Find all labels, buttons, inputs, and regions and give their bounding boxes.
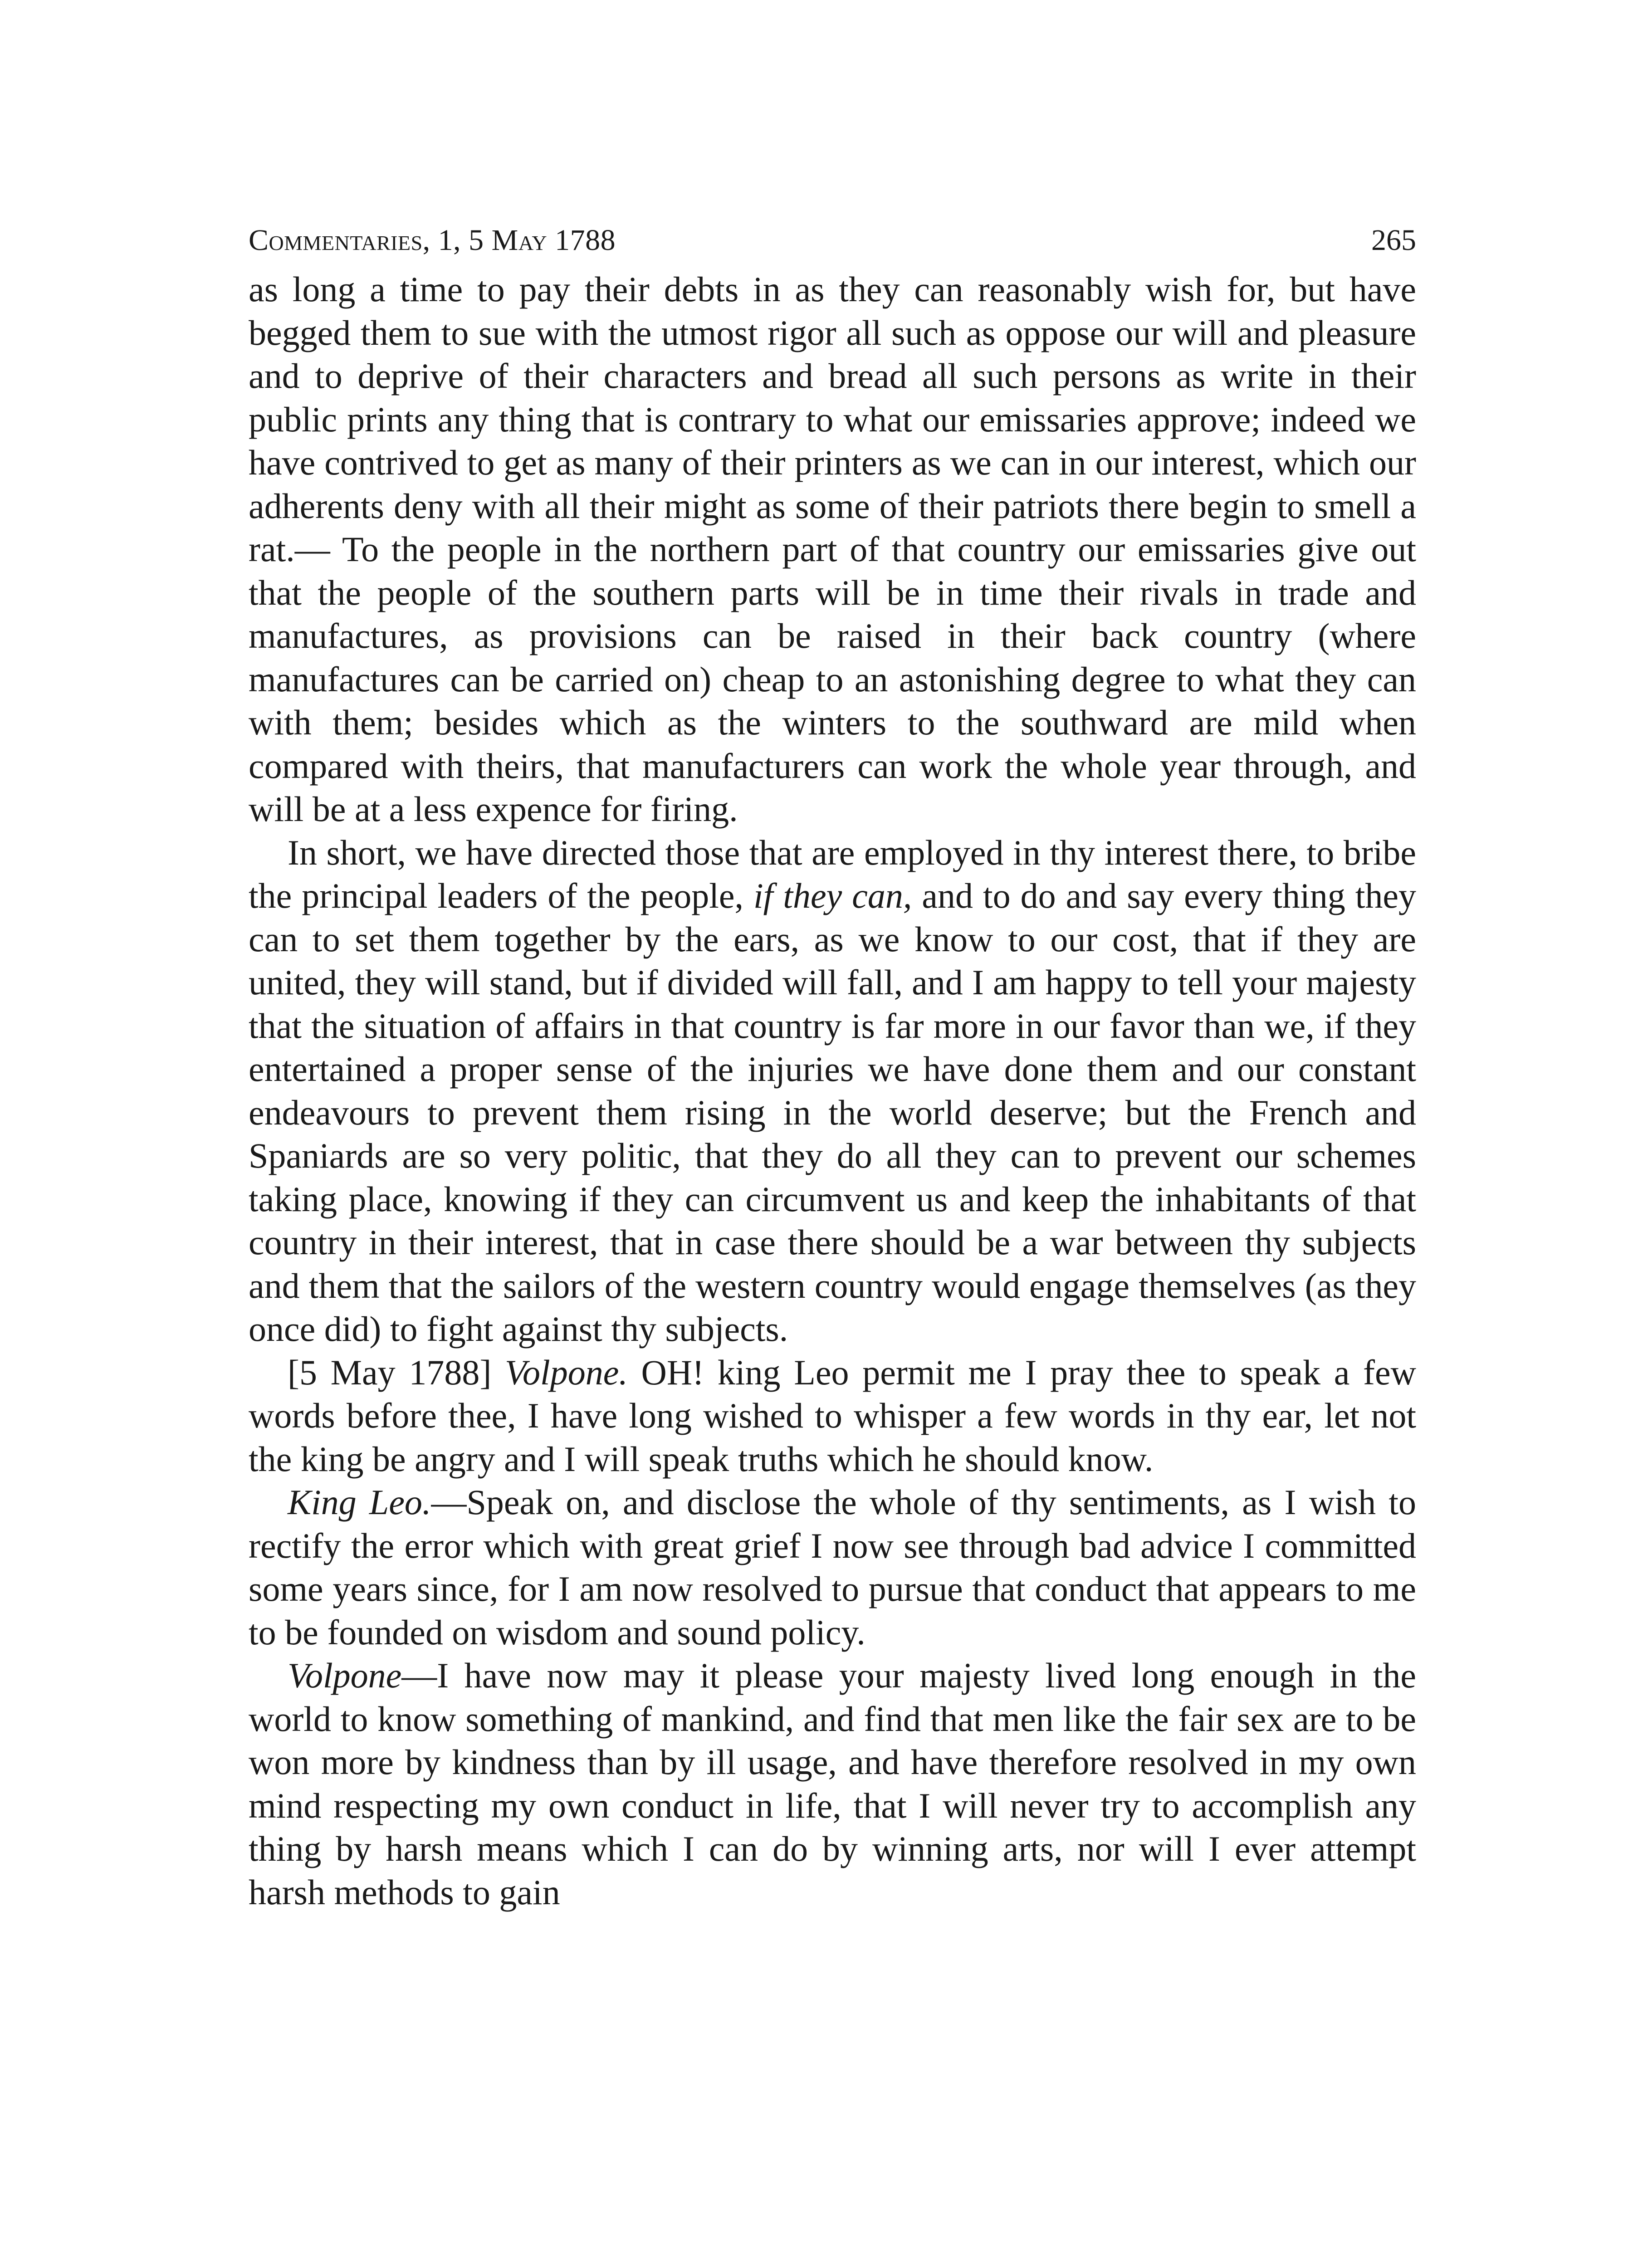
running-title: Commentaries, 1, 5 May 1788 (249, 224, 616, 257)
book-page (249, 218, 1416, 1914)
paragraph (249, 831, 1416, 1351)
page-number: 265 (1371, 224, 1416, 257)
paragraph-text: [5 May 1788] (288, 1352, 505, 1392)
paragraph-text: In short, we have directed those that are employed in thy interest there, to bribe the principal leaders of the people, (249, 832, 1416, 915)
paragraph (249, 1351, 1416, 1481)
speaker-name: Volpone (288, 1656, 402, 1695)
paragraph-text: OH! king Leo permit me I pray thee to speak a few words before thee, I have long wished to whisper a few words in thy ear, let not the king be angry and I will speak truths which he should know. (249, 1352, 1416, 1479)
paragraph-text: —I have now may it please your majesty lived long enough in the world to know something of mankind, and find that men like the fair sex are to be won more by kindness than by ill usage, and have therefore resolved in my own mind respecting my own conduct in life, that I will never try to accomplish any thing by harsh means which I can do by winning arts, nor will I ever attempt harsh methods to gain (249, 1656, 1416, 1912)
italic-phrase: if they can, (753, 876, 912, 915)
paragraph (249, 1481, 1416, 1654)
paragraph (249, 1654, 1416, 1914)
running-head (249, 218, 1416, 263)
body-text (249, 268, 1416, 1914)
paragraph-text: —Speak on, and disclose the whole of thy sentiments, as I wish to rectify the error which with great grief I now see through bad advice I committed some years since, for I am now resolved to pursue that conduct that appears to me to be founded on wisdom and sound policy. (249, 1482, 1416, 1652)
speaker-name: Volpone. (505, 1352, 628, 1392)
paragraph-continued (249, 268, 1416, 831)
paragraph-text: and to do and say every thing they can to set them together by the ears, as we know to our cost, that if they are united, they will stand, but if divided will fall, and I am happy to tell your majesty that the situation of affairs in that country is far more in our favor than we, if they entertained a proper sense of the injuries we have done them and our constant endeavours to prevent them rising in the world deserve; but the French and Spaniards are so very politic, that they do all they can to prevent our schemes taking place, knowing if they can circumvent us and keep the inhabitants of that country in their interest, that in case there should be a war between thy subjects and them that the sailors of the western country would engage themselves (as they once did) to fight against thy subjects. (249, 876, 1417, 1349)
paragraph-text: as long a time to pay their debts in as they can reasonably wish for, but have begged them to sue with the utmost rigor all such as oppose our will and pleasure and to deprive of their characters and bread all such persons as write in their public prints any thing that is contrary to what our emissaries approve; indeed we have contrived to get as many of their printers as we can in our interest, which our adherents deny with all their might as some of their patriots there begin to smell a rat.— To the people in the northern part of that country our emissaries give out that the people of the southern parts will be in time their rivals in trade and manufactures, as provisions can be raised in their back country (where manufactures can be carried on) cheap to an astonishing degree to what they can with them; besides which as the winters to the southward are mild when compared with theirs, that manufacturers can work the whole year through, and will be at a less expence for firing. (249, 269, 1416, 829)
speaker-name: King Leo. (288, 1482, 431, 1522)
